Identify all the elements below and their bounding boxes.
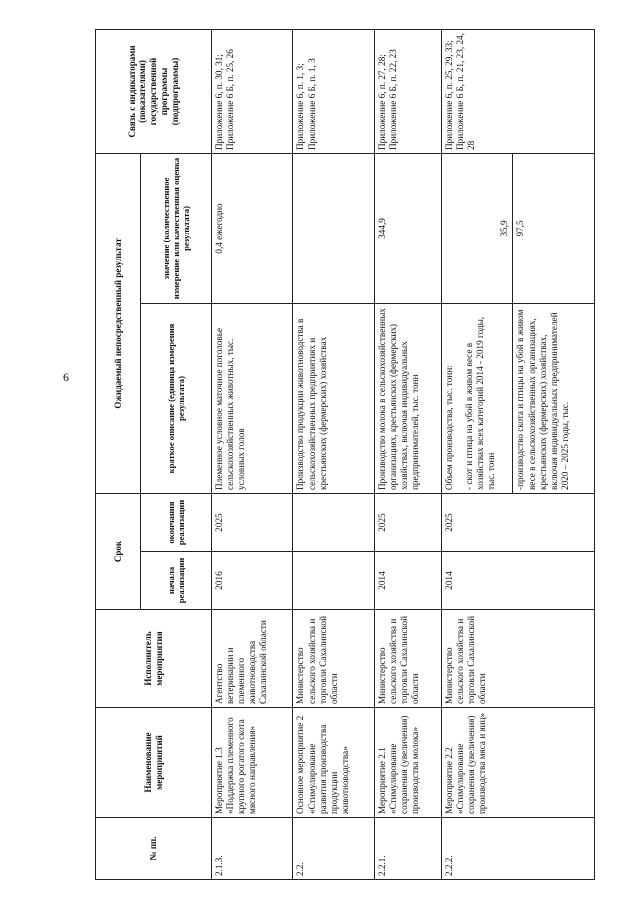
row-executor: Агентство ветеринарии и племенного животноводства Сахалинской области: [212, 610, 293, 708]
row-executor: Министерство сельского хозяйства и торговли Сахалинской области: [293, 610, 374, 708]
row-num: 2.2.: [293, 818, 374, 880]
row-num: 2.1.3.: [212, 818, 293, 880]
row-desc-b: -производство скота и птицы на убой в живом весе в сельскохозяйственных организациях, крестьянских (фермерских) хозяйствах, включая индивидуальных предпринимателей 2020 – 2025 годы, тыс.: [513, 303, 595, 493]
header-executor: Исполнитель мероприятия: [96, 610, 212, 708]
header-result-value: значение (количественное измерение или качественная оценка результата): [141, 153, 212, 303]
row-start: [293, 552, 374, 610]
row-name: Мероприятие 1.3 «Поддержка племенного крупного рогатого скота мясного направления»: [212, 708, 293, 818]
row-executor: Министерство сельского хозяйства и торговли Сахалинской области: [374, 610, 441, 708]
row-name: Мероприятие 2.2 «Стимулирование сохранения (увеличения) производства мяса и яиц»: [441, 708, 594, 818]
header-link: Связь с индикаторами (показателями) государственной программы (подпрограммы): [96, 29, 212, 153]
header-num: № пп.: [96, 818, 212, 880]
row-value: [293, 153, 374, 303]
row-end: 2025: [374, 493, 441, 551]
row-value: 344,9: [374, 153, 441, 303]
row-value-b: 97,5: [513, 153, 595, 303]
row-desc: Производство молока в сельскохозяйственных организациях, крестьянских (фермерских) хозяйствах, включая индивидуальных предпринимателей, тыс. тонн: [374, 303, 441, 493]
row-value-a: 35,9: [462, 153, 513, 303]
row-desc-a: - скот и птица на убой в живом весе в хозяйствах всех категорий 2014 - 2019 годы, тыс. тонн: [462, 303, 513, 493]
header-term-start: начала реализации: [141, 552, 212, 610]
header-term: Срок: [96, 493, 141, 609]
row-end: 2025: [441, 493, 594, 551]
row-link: Приложение 6, п. 25, 29, 33; Приложение 6 Б, п. 21, 23, 24, 28: [441, 29, 594, 153]
row-end: [293, 493, 374, 551]
row-end: 2025: [212, 493, 293, 551]
header-name: Наименование мероприятий: [96, 708, 212, 818]
header-result-desc: краткое описание (единица измерения результата): [141, 303, 212, 493]
row-link: Приложение 6, п. 30, 31; Приложение 6 Б, п. 25, 26: [212, 29, 293, 153]
row-desc-head: Объем производства, тыс. тонн:: [441, 303, 462, 493]
row-start: 2016: [212, 552, 293, 610]
row-num: 2.2.1.: [374, 818, 441, 880]
row-desc: Племенное условное маточное поголовье сельскохозяйственных животных, тыс. условных голов: [212, 303, 293, 493]
row-desc: Производство продукции животноводства в сельскохозяйственных предприятиях и крестьянских (фермерских) хозяйствах: [293, 303, 374, 493]
row-executor: Министерство сельского хозяйства и торговли Сахалинской области: [441, 610, 594, 708]
row-value: 0,4 ежегодно: [212, 153, 293, 303]
table-row: [212, 29, 293, 879]
row-start: 2014: [441, 552, 594, 610]
table-row: [441, 29, 462, 879]
header-result: Ожидаемый непосредственный результат: [96, 153, 141, 493]
row-name: Мероприятие 2.1 «Стимулирование сохранения (увеличения) производства молока»: [374, 708, 441, 818]
rotated-table-container: [95, 30, 595, 880]
row-link: Приложение 6, п. 1, 3; Приложение 6 Б, п. 1, 3: [293, 29, 374, 153]
table-row: [293, 29, 374, 879]
page-number: 6: [63, 370, 69, 384]
header-term-end: окончания реализации: [141, 493, 212, 551]
row-link: Приложение 6, п. 27, 28; Приложение 6 Б, п. 22, 23: [374, 29, 441, 153]
measures-table: [95, 29, 595, 880]
row-num: 2.2.2.: [441, 818, 594, 880]
row-value-head: [441, 153, 462, 303]
row-name: Основное мероприятие 2 «Стимулирование развития производства продукции животноводства»: [293, 708, 374, 818]
table-row: [374, 29, 441, 879]
row-start: 2014: [374, 552, 441, 610]
